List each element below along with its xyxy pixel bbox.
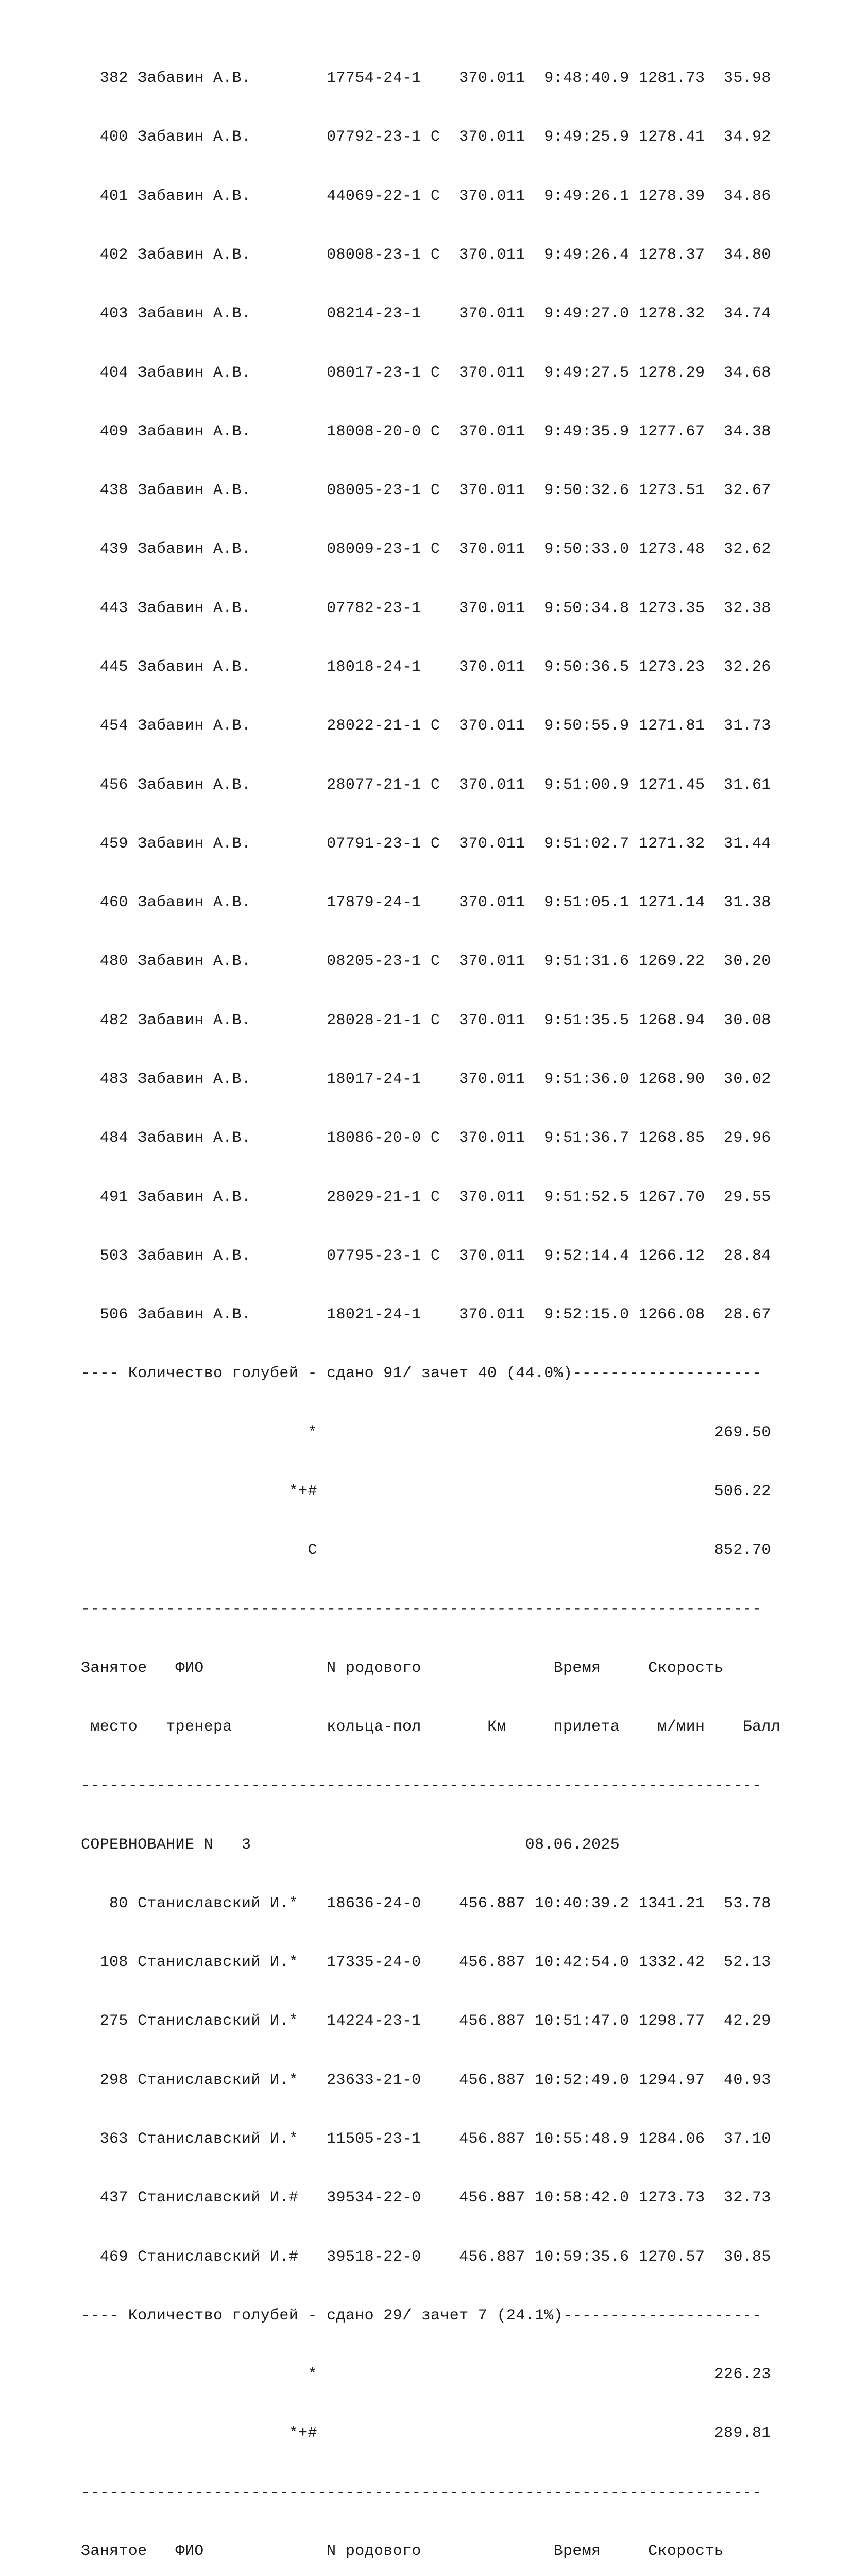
summary-score: * 226.23 [81, 2366, 771, 2384]
summary-score: * 269.50 [81, 1423, 771, 1442]
result-row: 491 Забавин А.В. 28029-21-1 С 370.011 9:51:52.5 1267.70 29.55 [81, 1188, 771, 1206]
result-row: 438 Забавин А.В. 08005-23-1 С 370.011 9:50:32.6 1273.51 32.67 [81, 482, 771, 500]
result-row: 480 Забавин А.В. 08205-23-1 С 370.011 9:51:31.6 1269.22 30.20 [81, 953, 771, 971]
result-row: 363 Станиславский И.* 11505-23-1 456.887 10:55:48.9 1284.06 37.10 [81, 2130, 771, 2148]
column-header: Занятое ФИО N родового Время Скорость [81, 1659, 724, 1677]
summary-score: С 852.70 [81, 1541, 771, 1560]
divider: ------------------------------------------------------------------------ [81, 1777, 762, 1795]
result-row: 298 Станиславский И.* 23633-21-0 456.887 10:52:49.0 1294.97 40.93 [81, 2071, 771, 2089]
summary-line: ---- Количество голубей - сдано 91/ зачет 40 (44.0%)-------------------- [81, 1365, 762, 1383]
result-row: 382 Забавин А.В. 17754-24-1 370.011 9:48:40.9 1281.73 35.98 [81, 70, 771, 88]
result-row: 404 Забавин А.В. 08017-23-1 С 370.011 9:49:27.5 1278.29 34.68 [81, 364, 771, 382]
result-row: 506 Забавин А.В. 18021-24-1 370.011 9:52:15.0 1266.08 28.67 [81, 1306, 771, 1324]
result-row: 459 Забавин А.В. 07791-23-1 С 370.011 9:51:02.7 1271.32 31.44 [81, 835, 771, 853]
result-row: 80 Станиславский И.* 18636-24-0 456.887 10:40:39.2 1341.21 53.78 [81, 1894, 771, 1912]
divider: ------------------------------------------------------------------------ [81, 1600, 762, 1618]
result-row: 437 Станиславский И.# 39534-22-0 456.887 10:58:42.0 1273.73 32.73 [81, 2189, 771, 2207]
summary-score: *+# 289.81 [81, 2425, 771, 2443]
column-header: место тренера кольца-пол Км прилета м/мин Балл [81, 1718, 781, 1736]
result-row: 482 Забавин А.В. 28028-21-1 С 370.011 9:51:35.5 1268.94 30.08 [81, 1011, 771, 1029]
result-row: 484 Забавин А.В. 18086-20-0 С 370.011 9:51:36.7 1268.85 29.96 [81, 1129, 771, 1147]
result-row: 469 Станиславский И.# 39518-22-0 456.887 10:59:35.6 1270.57 30.85 [81, 2248, 771, 2266]
competition-heading: СОРЕВНОВАНИЕ N 3 08.06.2025 [81, 1836, 620, 1854]
result-row: 460 Забавин А.В. 17879-24-1 370.011 9:51:05.1 1271.14 31.38 [81, 894, 771, 912]
divider: ------------------------------------------------------------------------ [81, 2483, 762, 2501]
summary-line: ---- Количество голубей - сдано 29/ зачет 7 (24.1%)--------------------- [81, 2307, 762, 2325]
result-row: 456 Забавин А.В. 28077-21-1 С 370.011 9:51:00.9 1271.45 31.61 [81, 776, 771, 794]
result-row: 275 Станиславский И.* 14224-23-1 456.887 10:51:47.0 1298.77 42.29 [81, 2012, 771, 2030]
result-row: 454 Забавин А.В. 28022-21-1 С 370.011 9:50:55.9 1271.81 31.73 [81, 717, 771, 735]
summary-score: *+# 506.22 [81, 1482, 771, 1500]
result-row: 409 Забавин А.В. 18008-20-0 С 370.011 9:49:35.9 1277.67 34.38 [81, 422, 771, 440]
result-row: 483 Забавин А.В. 18017-24-1 370.011 9:51:36.0 1268.90 30.02 [81, 1070, 771, 1088]
result-row: 445 Забавин А.В. 18018-24-1 370.011 9:50:36.5 1273.23 32.26 [81, 658, 771, 676]
result-row: 503 Забавин А.В. 07795-23-1 С 370.011 9:52:14.4 1266.12 28.84 [81, 1247, 771, 1265]
result-row: 443 Забавин А.В. 07782-23-1 370.011 9:50:34.8 1273.35 32.38 [81, 599, 771, 617]
result-row: 403 Забавин А.В. 08214-23-1 370.011 9:49:27.0 1278.32 34.74 [81, 305, 771, 323]
result-row: 439 Забавин А.В. 08009-23-1 С 370.011 9:50:33.0 1273.48 32.62 [81, 540, 771, 558]
results-document [81, 29, 780, 2576]
result-row: 400 Забавин А.В. 07792-23-1 С 370.011 9:49:25.9 1278.41 34.92 [81, 128, 771, 146]
result-row: 402 Забавин А.В. 08008-23-1 С 370.011 9:49:26.4 1278.37 34.80 [81, 246, 771, 264]
result-row: 401 Забавин А.В. 44069-22-1 С 370.011 9:49:26.1 1278.39 34.86 [81, 187, 771, 205]
column-header: Занятое ФИО N родового Время Скорость [81, 2543, 724, 2560]
result-row: 108 Станиславский И.* 17335-24-0 456.887 10:42:54.0 1332.42 52.13 [81, 1954, 771, 1972]
